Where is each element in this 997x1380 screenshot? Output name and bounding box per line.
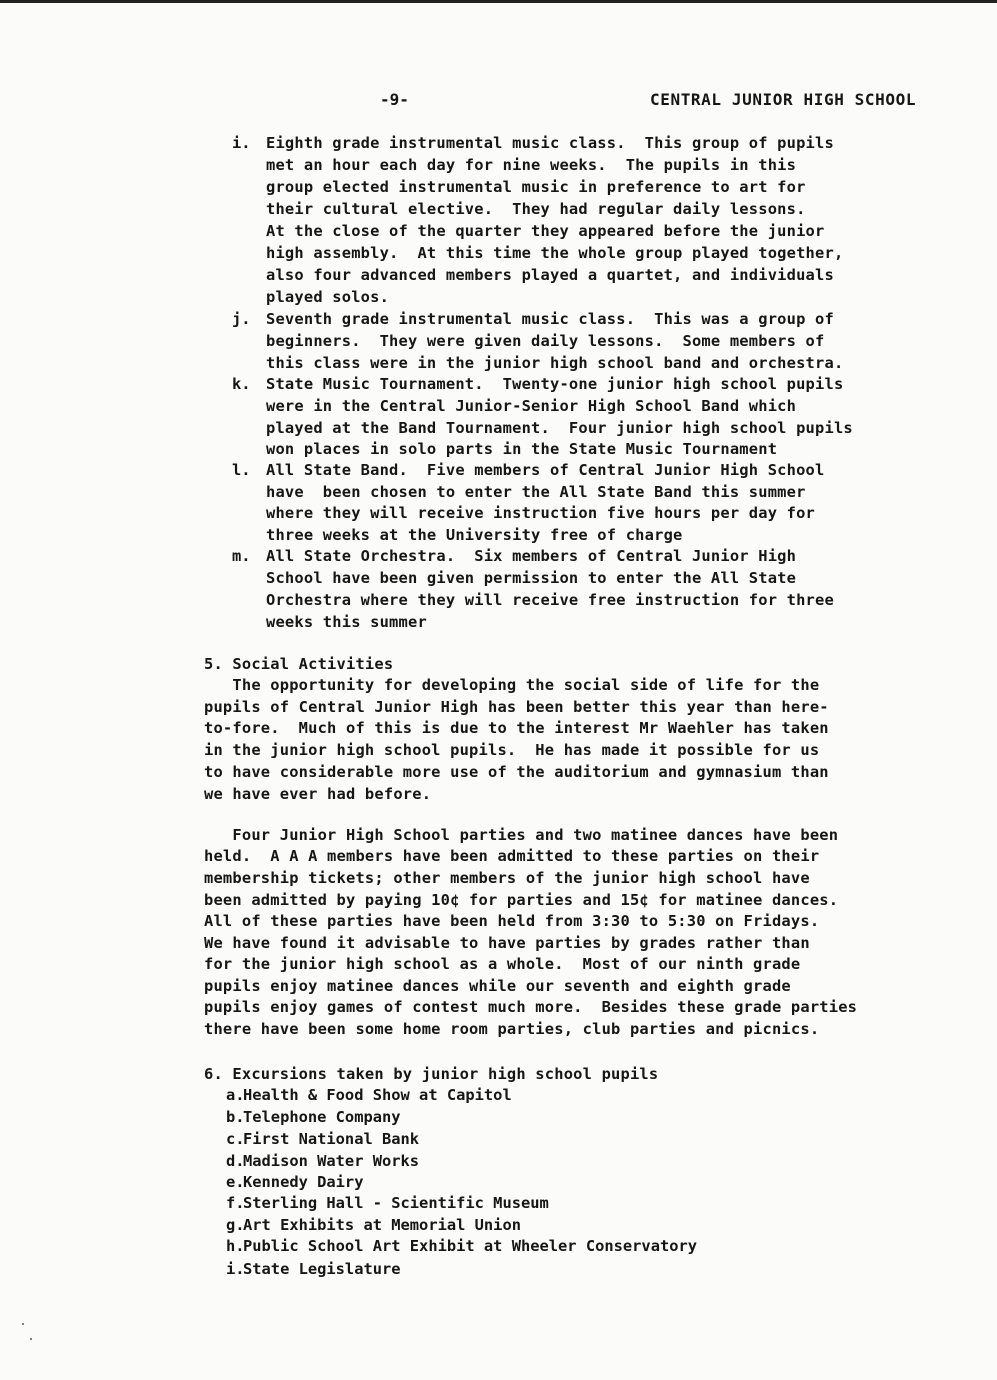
item-text: Health & Food Show at Capitol <box>243 1086 512 1104</box>
paragraph-line: been admitted by paying 10¢ for parties and 15¢ for matinee dances. <box>204 891 839 909</box>
scan-speck <box>30 1338 32 1340</box>
page-header-school: CENTRAL JUNIOR HIGH SCHOOL <box>650 90 917 109</box>
item-line: played solos. <box>266 288 390 306</box>
item-line: School have been given permission to enter the All State <box>266 569 797 587</box>
item-line: beginners. They were given daily lessons. Some members of <box>266 332 825 350</box>
paragraph-line: there have been some home room parties, club parties and picnics. <box>204 1020 820 1038</box>
item-line: their cultural elective. They had regular daily lessons. <box>266 200 806 218</box>
item-line: At the close of the quarter they appeared before the junior <box>266 222 825 240</box>
list-item <box>226 1259 401 1281</box>
item-marker: f. <box>226 1194 245 1212</box>
item-marker: c. <box>226 1130 245 1148</box>
item-text: Telephone Company <box>243 1108 401 1126</box>
item-text: Kennedy Dairy <box>243 1173 364 1191</box>
paragraph-line: to have considerable more use of the auditorium and gymnasium than <box>204 763 829 781</box>
paragraph-line: pupils enjoy games of contest much more. Besides these grade parties <box>204 998 858 1016</box>
list-item <box>226 1193 549 1215</box>
item-line: where they will receive instruction five hours per day for <box>266 504 816 522</box>
item-line: this class were in the junior high school band and orchestra. <box>266 354 844 372</box>
item-line: group elected instrumental music in preference to art for <box>266 178 806 196</box>
section-heading: 5. Social Activities <box>204 655 394 673</box>
list-item <box>226 1236 697 1258</box>
list-item <box>226 1172 363 1194</box>
item-line: Seventh grade instrumental music class. This was a group of <box>266 310 834 328</box>
item-marker: j. <box>232 310 251 328</box>
item-marker: b. <box>226 1108 245 1126</box>
section-heading: 6. Excursions taken by junior high school pupils <box>204 1065 659 1083</box>
item-text: Sterling Hall - Scientific Museum <box>243 1194 549 1212</box>
paragraph-line: held. A A A members have been admitted to these parties on their <box>204 847 820 865</box>
paragraph-line: We have found it advisable to have parties by grades rather than <box>204 934 810 952</box>
list-item <box>226 1215 521 1237</box>
item-marker: a. <box>226 1086 245 1104</box>
item-line: have been chosen to enter the All State Band this summer <box>266 483 806 501</box>
item-line: All State Orchestra. Six members of Central Junior High <box>266 547 797 565</box>
item-text: State Legislature <box>243 1260 401 1278</box>
item-text: Public School Art Exhibit at Wheeler Conservatory <box>243 1237 698 1255</box>
item-text: Art Exhibits at Memorial Union <box>243 1216 521 1234</box>
item-marker: m. <box>232 547 251 565</box>
paragraph-line: for the junior high school as a whole. Most of our ninth grade <box>204 955 801 973</box>
scan-speck <box>22 1323 24 1325</box>
paragraph-line: we have ever had before. <box>204 785 432 803</box>
item-line: weeks this summer <box>266 613 427 631</box>
page-top-edge <box>0 0 997 3</box>
paragraph-line: to-fore. Much of this is due to the interest Mr Waehler has taken <box>204 719 829 737</box>
list-item <box>226 1085 512 1107</box>
item-marker: e. <box>226 1173 245 1191</box>
list-item <box>226 1129 419 1151</box>
item-line: also four advanced members played a quartet, and individuals <box>266 266 834 284</box>
item-marker: k. <box>232 375 251 393</box>
item-line: played at the Band Tournament. Four junior high school pupils <box>266 419 853 437</box>
item-line: three weeks at the University free of charge <box>266 526 683 544</box>
list-item <box>226 1107 401 1129</box>
item-marker: h. <box>226 1237 245 1255</box>
item-marker: i. <box>232 134 251 152</box>
item-line: were in the Central Junior-Senior High School Band which <box>266 397 797 415</box>
item-line: won places in solo parts in the State Music Tournament <box>266 440 778 458</box>
item-line: high assembly. At this time the whole group played together, <box>266 244 844 262</box>
item-marker: l. <box>232 461 251 479</box>
item-line: All State Band. Five members of Central Junior High School <box>266 461 825 479</box>
item-text: First National Bank <box>243 1130 420 1148</box>
item-marker: g. <box>226 1216 245 1234</box>
item-line: Eighth grade instrumental music class. This group of pupils <box>266 134 834 152</box>
paragraph-line: The opportunity for developing the social side of life for the <box>204 676 820 694</box>
list-item <box>226 1151 419 1173</box>
paragraph-line: Four Junior High School parties and two matinee dances have been <box>204 826 839 844</box>
item-marker: i. <box>226 1260 245 1278</box>
item-text: Madison Water Works <box>243 1152 420 1170</box>
item-marker: d. <box>226 1152 245 1170</box>
item-line: Orchestra where they will receive free instruction for three <box>266 591 834 609</box>
paragraph-line: membership tickets; other members of the junior high school have <box>204 869 810 887</box>
paragraph-line: in the junior high school pupils. He has made it possible for us <box>204 741 820 759</box>
item-line: met an hour each day for nine weeks. The pupils in this <box>266 156 797 174</box>
paragraph-line: pupils of Central Junior High has been better this year than here- <box>204 698 829 716</box>
page-number: -9- <box>380 90 409 109</box>
item-line: State Music Tournament. Twenty-one junior high school pupils <box>266 375 844 393</box>
paragraph-line: All of these parties have been held from 3:30 to 5:30 on Fridays. <box>204 912 820 930</box>
paragraph-line: pupils enjoy matinee dances while our seventh and eighth grade <box>204 977 791 995</box>
